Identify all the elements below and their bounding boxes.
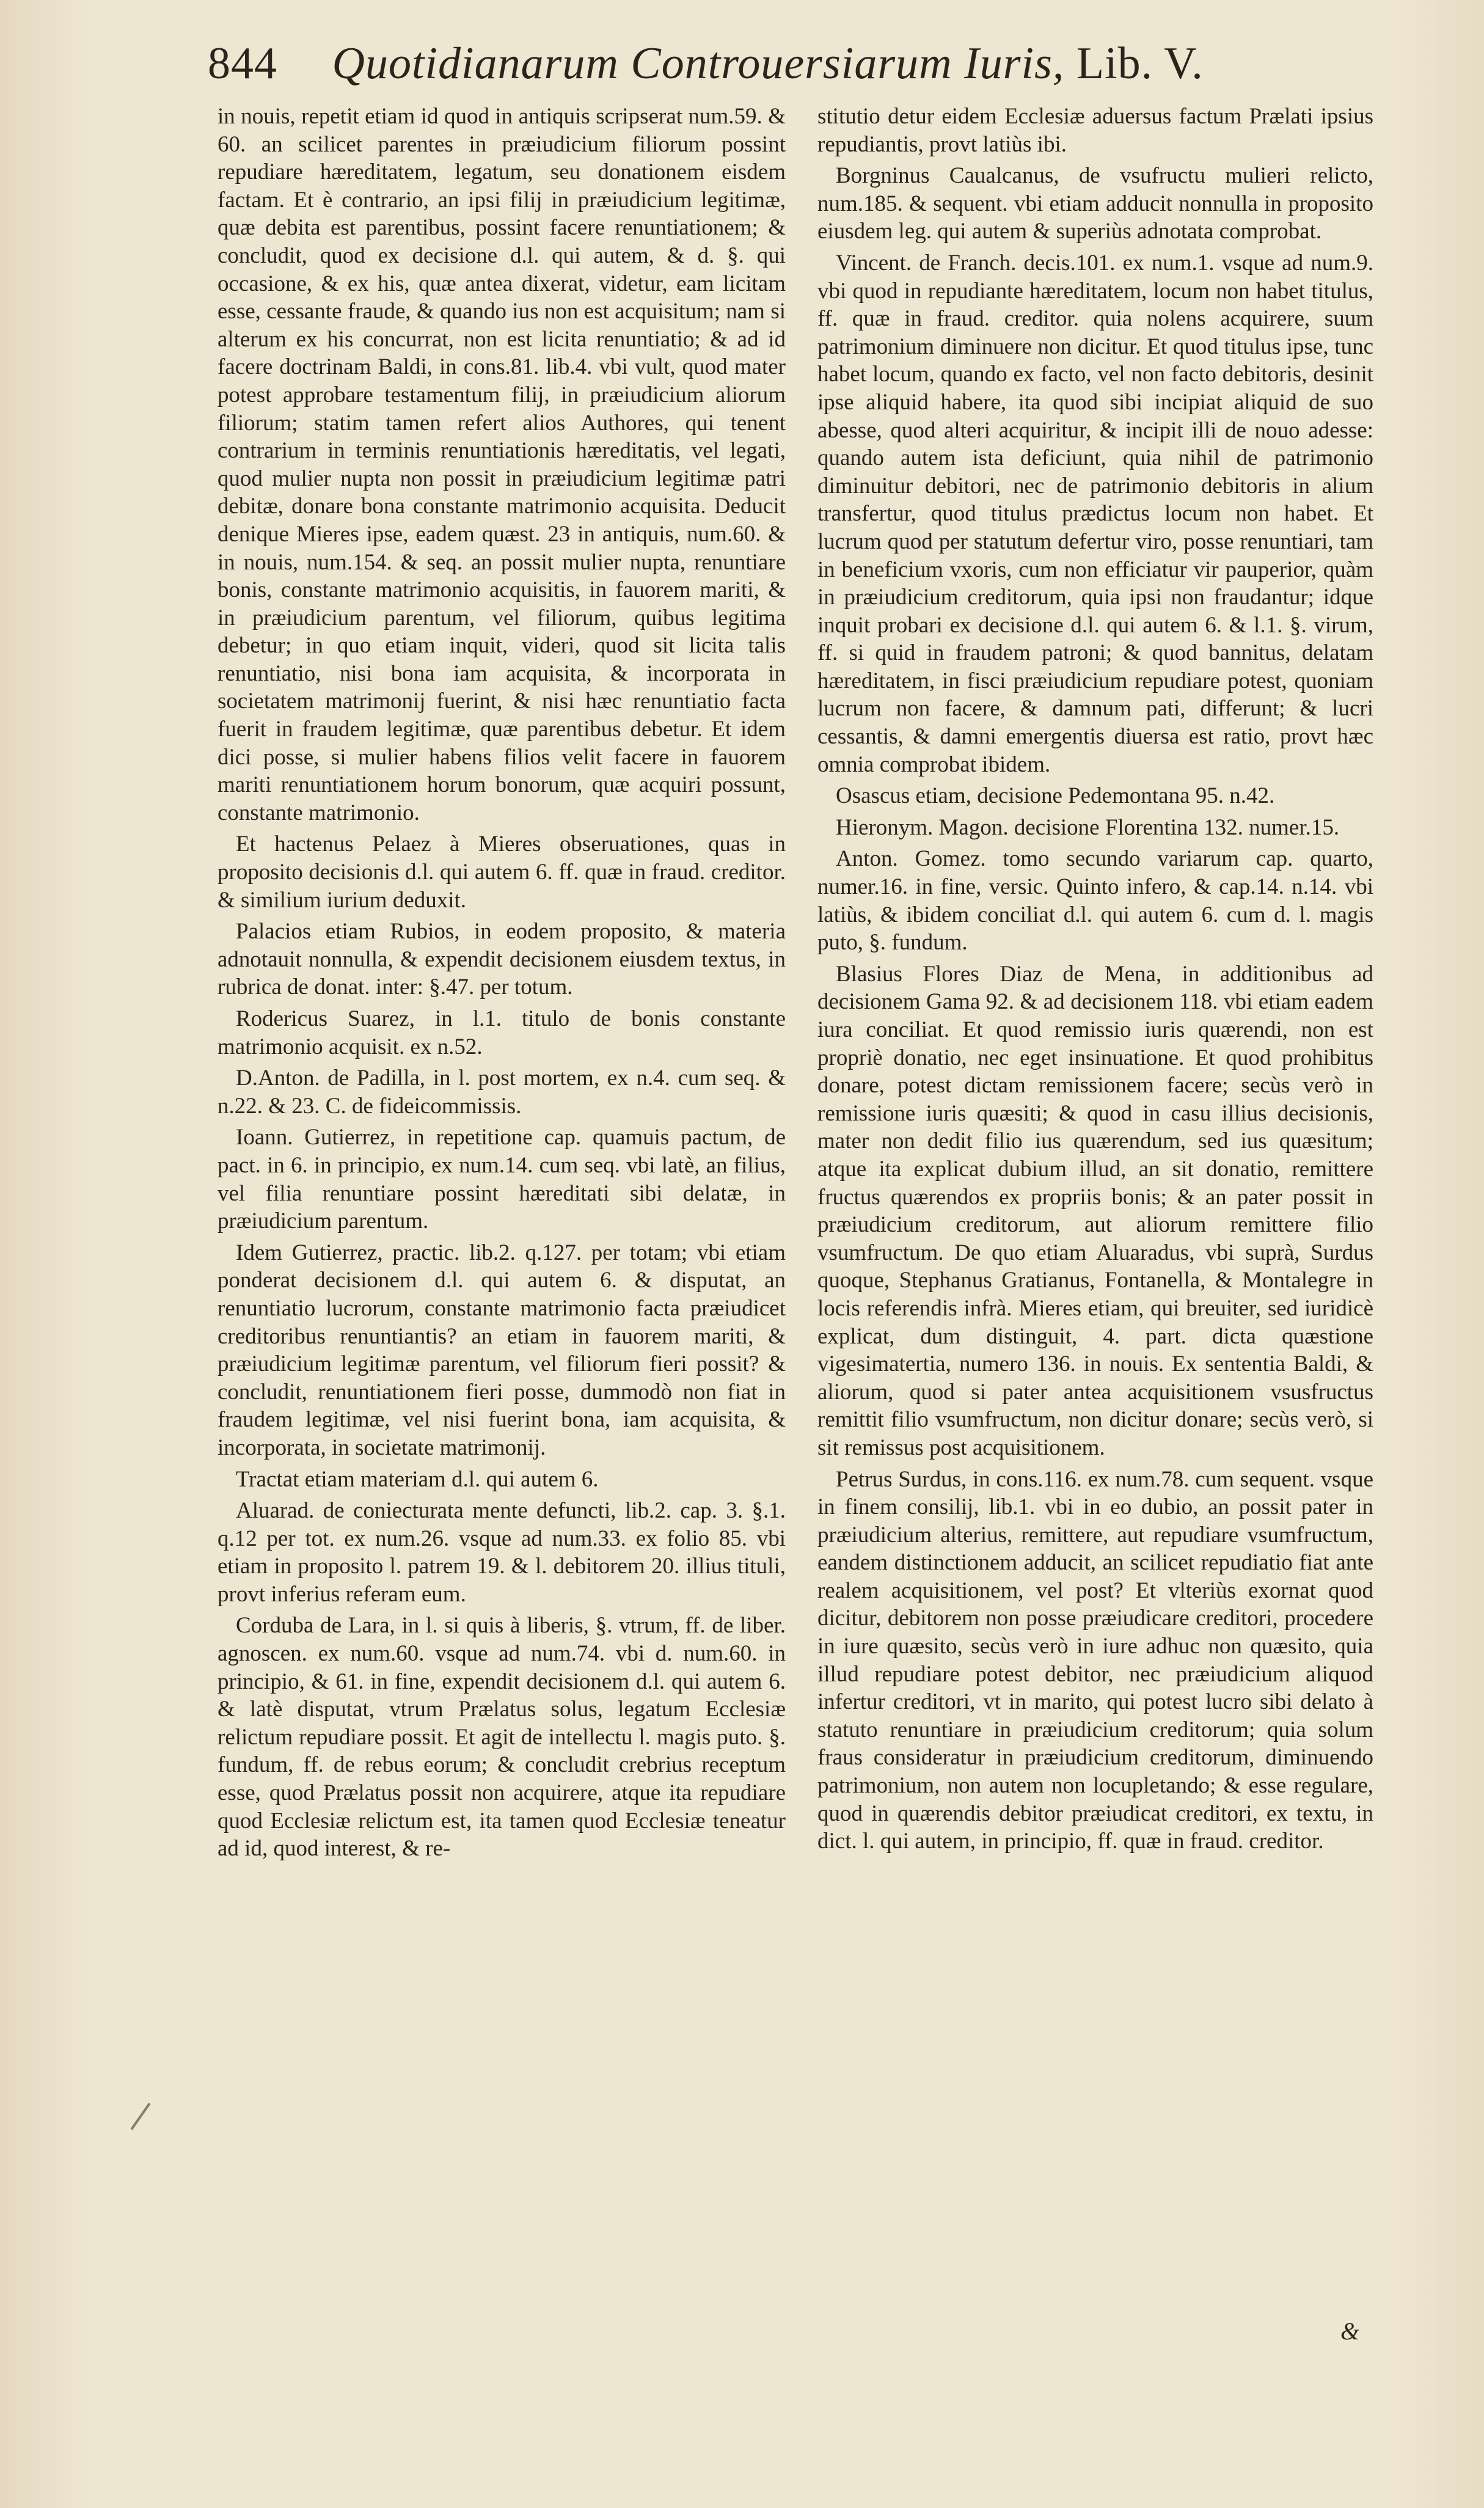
page-number: 844	[208, 38, 277, 89]
paragraph: Hieronym. Magon. decisione Florentina 132. numer.15.	[836, 814, 1340, 840]
paragraph: Corduba de Lara, in l. si quis à liberis, §. vtrum, ff. de liber. agnoscen. ex num.60. vsque ad num.74. vbi d. num.60. in principio, & 61. in fine, expendit decisionem d.l. qui autem 6. & latè disputat, vtrum Prælatus solus, legatum Ecclesiæ relictum repudiare possit. Et agit de intellectu l. magis puto. §. fundum, ff. de rebus eorum; & concludit crebrius receptum esse, quod Prælatus possit non acquirere, atque ita repudiare quod Ecclesiæ relictum est, ita tamen quod Ecclesiæ teneatur ad id, quod interest, & re-	[217, 1613, 786, 1862]
paragraph: Aluarad. de coniecturata mente defuncti, lib.2. cap. 3. §.1. q.12 per tot. ex num.26. vsque ad num.33. ex folio 85. vbi etiam in proposito l. patrem 19. & l. debitorem 20. illius tituli, provt inferius referam eum.	[217, 1498, 786, 1607]
paragraph: Anton. Gomez. tomo secundo variarum cap. quarto, numer.16. in fine, versic. Quinto infero, & cap.14. n.14. vbi latiùs, & ibidem conciliat d.l. qui autem 6. cum d. l. magis puto, §. fundum.	[817, 846, 1373, 956]
running-title: Quotidianarum Controuersiarum Iuris,	[332, 38, 1065, 89]
paragraph: Palacios etiam Rubios, in eodem proposito, & materia adnotauit nonnulla, & expendit decisionem eiusdem textus, in rubrica de donat. inter: §.47. per totum.	[217, 919, 786, 1000]
paragraph: Borgninus Caualcanus, de vsufructu mulieri relicto, num.185. & sequent. vbi etiam adducit nonnulla in proposito eiusdem leg. qui autem & superiùs adnotata comprobat.	[817, 163, 1373, 244]
left-column	[217, 103, 786, 2296]
paragraph: Et hactenus Pelaez à Mieres obseruationes, quas in proposito decisionis d.l. qui autem 6. ff. quæ in fraud. creditor. & similium iurium deduxit.	[217, 832, 786, 913]
paragraph: Rodericus Suarez, in l.1. titulo de bonis constante matrimonio acquisit. ex n.52.	[217, 1006, 786, 1059]
paragraph: Vincent. de Franch. decis.101. ex num.1. vsque ad num.9. vbi quod in repudiante hæreditatem, locum non habet titulus, ff. quæ in fraud. creditor. quia nolens acquirere, suum patrimonium diminuere non dicitur. Et quod titulus ipse, tunc habet locum, quando ex facto, vel non facto debitoris, desinit ipse aliquid habere, ita quod sibi incipiat aliquid de suo abesse, quod alteri acquiritur, & incipit illi de nouo adesse: quando autem ista deficiunt, quia nihil de patrimonio diminuitur debitori, nec de patrimonio debitoris in alium transfertur, quod titulus prædictus locum non habet. Et lucrum quod per statutum defertur viro, posse renuntiari, tam in beneficium vxoris, cum non efficiatur vir pauperior, quàm in præiudicium creditorum, quia ipsi non fraudantur; idque inquit probari ex decisione d.l. qui autem 6. & l.1. §. virum, ff. si quid in fraudem patroni; & quod bannitus, delatam hæreditatem, in fisci præiudicium repudiare potest, quoniam lucrum non facere, & damnum pati, differunt; & lucri cessantis, & damni emergentis diuersa est ratio, provt hæc omnia comprobat ibidem.	[817, 250, 1373, 777]
paragraph: Tractat etiam materiam d.l. qui autem 6.	[236, 1466, 599, 1492]
catchword: &	[1340, 2317, 1360, 2345]
paragraph: Petrus Surdus, in cons.116. ex num.78. cum sequent. vsque in finem consilij, lib.1. vbi in eo dubio, an possit pater in præiudicium alterius, remittere, aut repudiare vsumfructum, eandem distinctionem adducit, an scilicet repudiatio fiat ante realem acquisitionem, vel post? Et vlteriùs exornat quod dicitur, debitorem non posse præiudicare creditori, procedere in iure quæsito, secùs verò in iure adhuc non quæsito, quia illud repudiare potest debitor, nec præiudicium aliquod infertur creditori, vt in marito, qui potest lucro sibi delato à statuto renuntiare in præiudicium creditorum; quia solum fraus consideratur in præiudicium creditorum, diminuendo patrimonium, non autem non locupletando; & esse regulare, quod in quærendis debitor præiudicat creditori, ex textu, in dict. l. qui autem, in principio, ff. quæ in fraud. creditor.	[817, 1466, 1373, 1854]
paragraph: Osascus etiam, decisione Pedemontana 95. n.42.	[836, 783, 1275, 809]
right-column	[817, 103, 1373, 2296]
paragraph: stitutio detur eidem Ecclesiæ aduersus factum Prælati ipsius repudiantis, provt latiùs ibi.	[817, 104, 1373, 157]
paragraph: D.Anton. de Padilla, in l. post mortem, ex n.4. cum seq. & n.22. & 23. C. de fideicommissis.	[217, 1066, 786, 1119]
paragraph: Idem Gutierrez, practic. lib.2. q.127. per totam; vbi etiam ponderat decisionem d.l. qui autem 6. & disputat, an renuntiatio lucrorum, constante matrimonio facta præiudicet creditoribus renuntiantis? an etiam in fauorem mariti, & præiudicium legitimæ parentum, vel filiorum fieri possit? & concludit, renuntiationem fieri posse, dummodò non fiat in fraudem legitimæ, vel nisi fuerint bona, iam acquisita, & incorporata, in societate matrimonij.	[217, 1240, 786, 1460]
running-header	[208, 38, 1307, 99]
ink-mark	[130, 2103, 150, 2130]
paragraph: Ioann. Gutierrez, in repetitione cap. quamuis pactum, de pact. in 6. in principio, ex num.14. cum seq. vbi latè, an filius, vel filia renuntiare possint hæreditati sibi delatæ, in præiudicium parentum.	[217, 1125, 786, 1234]
book-number: Lib. V.	[1076, 38, 1204, 89]
paragraph: in nouis, repetit etiam id quod in antiquis scripserat num.59. & 60. an scilicet parentes in præiudicium filiorum possint repudiare hæreditatem, legatum, seu donationem eisdem factam. Et è contrario, an ipsi filij in præiudicium legitimæ, quæ debita est parentibus, possint facere renuntiationem; & concludit, quod ex decisione d.l. qui autem, & d. §. qui occasione, & ex his, quæ antea dixerat, videtur, eam licitam esse, cessante fraude, & quando ius non est acquisitum; nam si alterum ex his concurrat, non est licita renuntiatio; & ad id facere doctrinam Baldi, in cons.81. lib.4. vbi vult, quod mater potest approbare testamentum filij, in præiudicium aliorum filiorum; statim tamen refert alios Authores, qui tenent contrarium in terminis renuntiationis hæreditatis, vel legati, quod mulier nupta non possit in præiudicium legitimæ patri debitæ, donare bona constante matrimonio acquisita. Deducit denique Mieres ipse, eadem quæst. 23 in antiquis, num.60. & in nouis, num.154. & seq. an possit mulier nupta, renuntiare bonis, constante matrimonio acquisitis, in fauorem mariti, & in præiudicium parentum, vel filiorum, quibus legitima debetur; in quo etiam inquit, videri, quod sit licita talis renuntiatio, nisi bona iam acquisita, & incorporata in societatem matrimonij fuerint, & nisi hæc renuntiatio facta fuerit in fraudem legitimæ, quæ parentibus debetur. Et idem dici posse, si mulier habens filios velit facere in fauorem mariti renuntiationem horum bonorum, quæ acquiri possunt, constante matrimonio.	[217, 104, 786, 825]
paragraph: Blasius Flores Diaz de Mena, in additionibus ad decisionem Gama 92. & ad decisionem 118. vbi etiam eadem iura conciliat. Et quod remissio iuris quærendi, non est propriè donatio, nec eget insinuatione. Et quod prohibitus donare, potest dictam remissionem facere; secùs verò in remissione iuris quæsiti; & quod in casu illius decisionis, mater non dedit filio ius quærendum, sed ius quæsitum; atque ita explicat dubium illud, an sit donatio, remittere fructus quærendos ex propriis bonis; & an pater possit in præiudicium creditorum, aut aliorum remittere filio vsumfructum. De quo etiam Aluaradus, vbi suprà, Surdus quoque, Stephanus Gratianus, Fontanella, & Montalegre in locis referendis infrà. Mieres etiam, qui breuiter, sed iuridicè explicat, dum distinguit, 4. part. dicta quæstione vigesimatertia, numero 136. in nouis. Ex sententia Baldi, & aliorum, quod si pater antea acquisitionem vsusfructus remittit filio vsumfructum, non dicitur donare; secùs verò, si sit remissus post acquisitionem.	[817, 961, 1373, 1460]
